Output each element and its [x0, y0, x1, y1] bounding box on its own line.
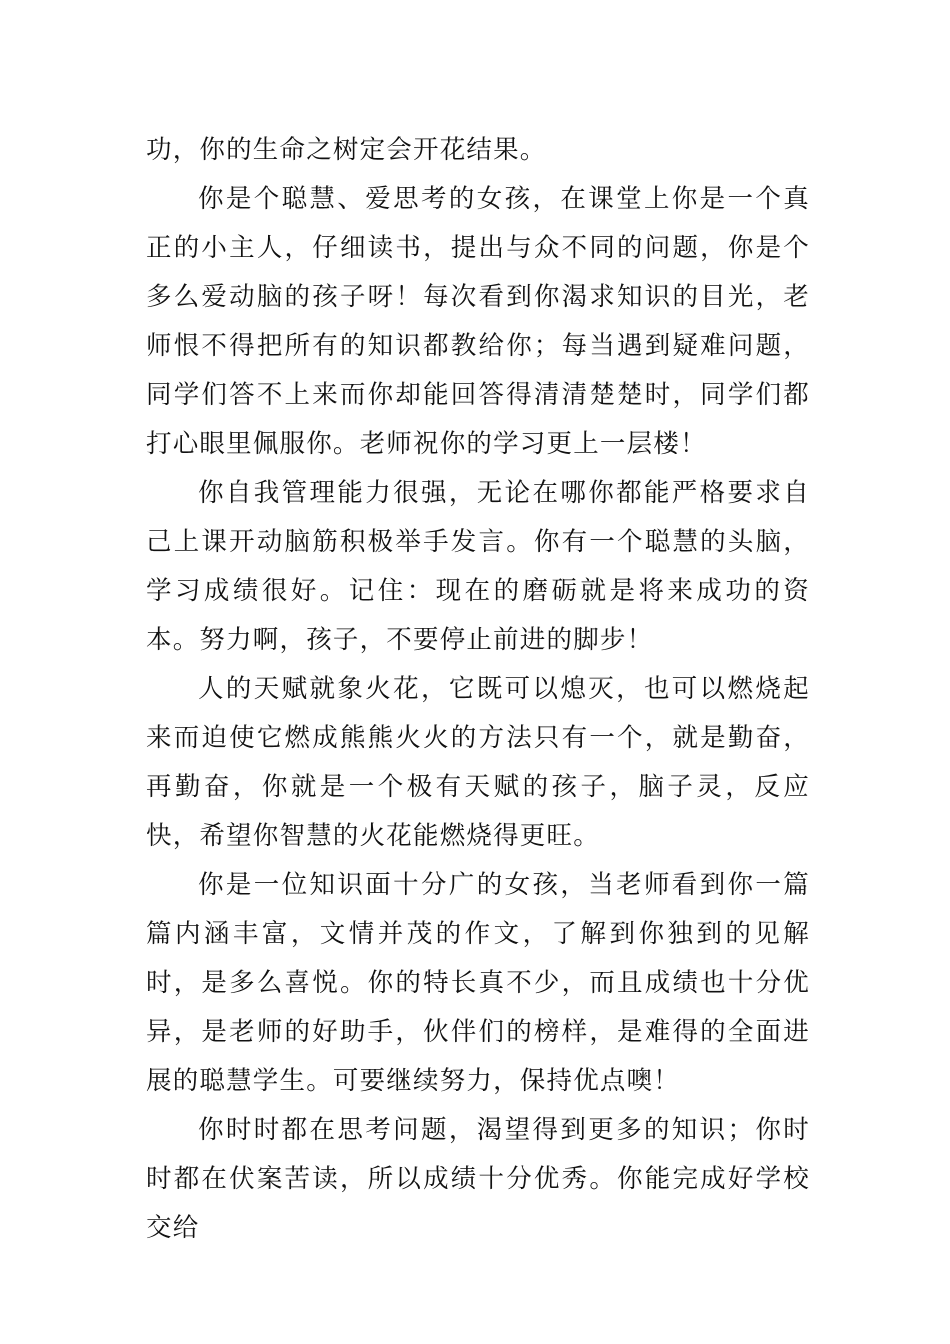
paragraph: 你自我管理能力很强，无论在哪你都能严格要求自己上课开动脑筋积极举手发言。你有一个聪慧的头脑，学习成绩很好。记住：现在的磨砺就是将来成功的资本。努力啊，孩子，不要停止前进的脚步！ — [146, 478, 810, 655]
document-body — [146, 126, 810, 1253]
paragraph: 你是一位知识面十分广的女孩，当老师看到你一篇篇内涵丰富，文情并茂的作文，了解到你独到的见解时，是多么喜悦。你的特长真不少，而且成绩也十分优异，是老师的好助手，伙伴们的榜样，是难得的全面进展的聪慧学生。可要继续努力，保持优点噢！ — [146, 870, 810, 1096]
paragraph-continuation: 功，你的生命之树定会开花结果。 — [146, 135, 547, 165]
paragraph: 你时时都在思考问题，渴望得到更多的知识；你时时都在伏案苦读，所以成绩十分优秀。你能完成好学校交给 — [146, 1115, 810, 1243]
paragraph: 人的天赋就象火花，它既可以熄灭，也可以燃烧起来而迫使它燃成熊熊火火的方法只有一个，就是勤奋，再勤奋，你就是一个极有天赋的孩子，脑子灵，反应快，希望你智慧的火花能燃烧得更旺。 — [146, 674, 810, 851]
paragraph: 你是个聪慧、爱思考的女孩，在课堂上你是一个真正的小主人，仔细读书，提出与众不同的问题，你是个多么爱动脑的孩子呀！每次看到你渴求知识的目光，老师恨不得把所有的知识都教给你；每当遇到疑难问题，同学们答不上来而你却能回答得清清楚楚时，同学们都打心眼里佩服你。老师祝你的学习更上一层楼！ — [146, 184, 810, 459]
